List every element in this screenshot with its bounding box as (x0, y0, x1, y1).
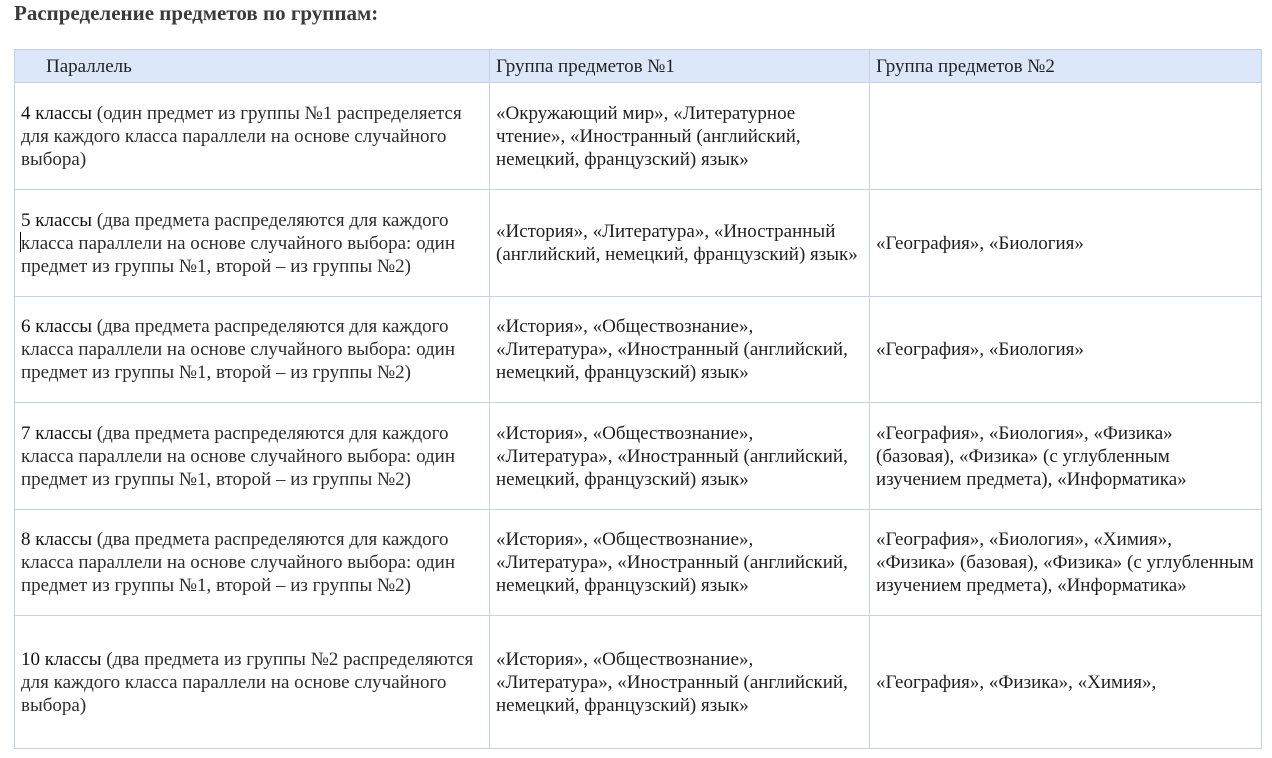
group-1-cell: «История», «Литература», «Иностранный (английский, немецкий, французский) язык» (490, 190, 870, 297)
grade-label: 8 классы (21, 529, 93, 550)
table-row (15, 297, 1262, 403)
group-1-cell: «История», «Обществознание», «Литература», «Иностранный (английский, немецкий, французский) язык» (490, 297, 870, 403)
grade-note: (два предмета распределяются для каждого класса параллели на основе случайного выбора: один предмет из группы №1, второй – из группы №2) (21, 209, 456, 277)
table-row (15, 403, 1262, 510)
group-1-cell: «История», «Обществознание», «Литература», «Иностранный (английский, немецкий, французский) язык» (490, 616, 870, 749)
group-1-cell: «История», «Обществознание», «Литература», «Иностранный (английский, немецкий, французский) язык» (490, 510, 870, 616)
grade-cell (15, 510, 490, 616)
header-parallel: Параллель (15, 50, 490, 83)
group-2-cell: «География», «Биология» (870, 297, 1262, 403)
grade-label: 6 классы (21, 316, 93, 337)
grade-note: (два предмета распределяются для каждого класса параллели на основе случайного выбора: один предмет из группы №1, второй – из группы №2) (21, 422, 456, 490)
group-2-cell: «География», «Биология» (870, 190, 1262, 297)
grade-note: (два предмета распределяются для каждого класса параллели на основе случайного выбора: один предмет из группы №1, второй – из группы №2) (21, 529, 456, 596)
grade-cell (15, 403, 490, 510)
table-row (15, 510, 1262, 616)
table-row (15, 190, 1262, 297)
grade-note: (два предмета распределяются для каждого класса параллели на основе случайного выбора: один предмет из группы №1, второй – из группы №2) (21, 316, 456, 383)
table-row (15, 83, 1262, 190)
grade-label: 7 классы (21, 422, 93, 444)
group-2-cell: «География», «Биология», «Физика» (базовая), «Физика» (с углубленным изучением предмета), «Информатика» (870, 403, 1262, 510)
group-2-cell (870, 83, 1262, 190)
grade-note: (два предмета из группы №2 распределяются для каждого класса параллели на основе случайного выбора) (21, 648, 474, 716)
grade-cell (15, 297, 490, 403)
header-group-2: Группа предметов №2 (870, 50, 1262, 83)
document-heading: Распределение предметов по группам: (14, 1, 379, 25)
group-1-cell: «Окружающий мир», «Литературное чтение», «Иностранный (английский, немецкий, французский) язык» (490, 83, 870, 190)
grade-label: 4 классы (21, 102, 93, 124)
subject-groups-table (14, 49, 1262, 749)
grade-label: 5 классы (21, 209, 93, 231)
group-2-cell: «География», «Биология», «Химия», «Физика» (базовая), «Физика» (с углубленным изучением предмета), «Информатика» (870, 510, 1262, 616)
grade-cell (15, 83, 490, 190)
text-cursor (20, 232, 21, 252)
grade-cell (15, 616, 490, 749)
group-2-cell: «География», «Физика», «Химия», (870, 616, 1262, 749)
grade-label: 10 классы (21, 648, 102, 670)
grade-note: (один предмет из группы №1 распределяется для каждого класса параллели на основе случайного выбора) (21, 102, 462, 170)
group-1-cell: «История», «Обществознание», «Литература», «Иностранный (английский, немецкий, французский) язык» (490, 403, 870, 510)
header-group-1: Группа предметов №1 (490, 50, 870, 83)
grade-cell (15, 190, 490, 297)
table-row (15, 616, 1262, 749)
table-header-row (15, 50, 1262, 83)
